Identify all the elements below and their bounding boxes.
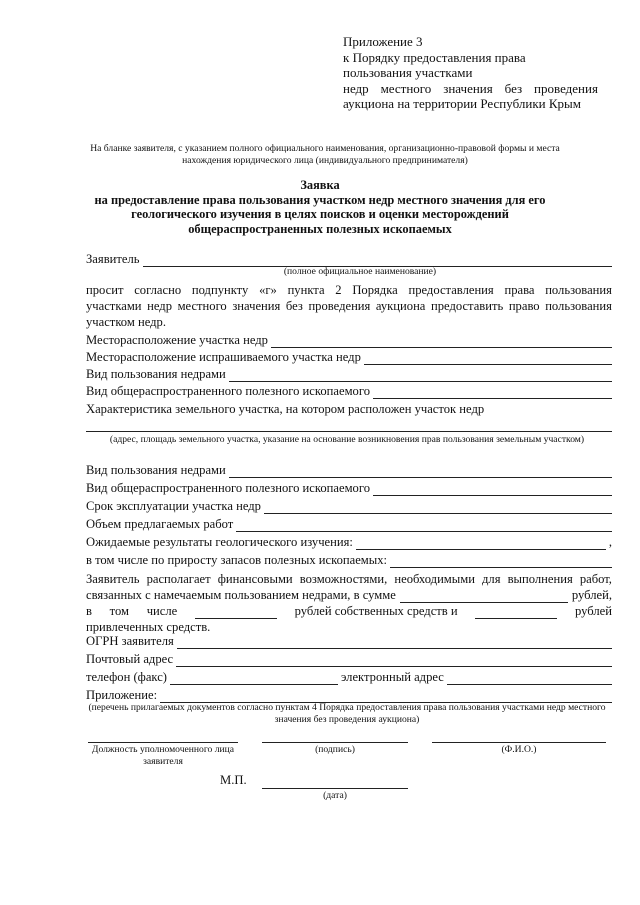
field-row-mineral-type-2 [86,481,612,496]
date-line[interactable] [262,788,408,789]
mineral-type-field[interactable] [373,387,612,399]
applicant-caption: (полное официальное наименование) [283,266,437,277]
postal-address-field[interactable] [176,655,612,667]
field-row-ogrn [86,634,612,649]
position-caption: Должность уполномоченного лица заявителя [91,744,235,767]
field-label: ОГРН заявителя [86,634,174,648]
field-row-expected-results [86,535,612,550]
field-label: Вид общераспространенного полезного ископаемого [86,384,370,398]
finance-line-4: привлеченных средств. [86,620,211,634]
document-title [90,178,550,236]
appendix-line-3: пользования участками [343,65,473,80]
signature-line[interactable] [262,742,408,743]
field-row-use-type-2 [86,463,612,478]
field-label: Ожидаемые результаты геологического изучения: [86,535,353,549]
full-name-caption: (Ф.И.О.) [501,744,537,755]
appendix-word: проведения [534,80,598,96]
date-caption: (дата) [323,790,347,801]
position-signature-line[interactable] [88,742,238,743]
phone-label: телефон (факс) [86,670,167,684]
finance-total-field[interactable] [400,591,568,603]
finance-raised-field[interactable] [475,607,557,619]
appendix-line-4 [343,81,598,97]
field-row-use-type [86,367,612,382]
trailing-comma: , [608,535,612,549]
appendix-word: недр [343,80,369,96]
land-characteristics-field[interactable] [86,431,612,432]
email-field[interactable] [447,673,612,685]
email-label: электронный адрес [341,670,444,684]
work-volume-field[interactable] [236,520,612,532]
full-name-line[interactable] [432,742,606,743]
appendix-word: местного [380,80,432,96]
letterhead-note: На бланке заявителя, с указанием полного официального наименования, организационно-правовой формы и места нахождения юридического лица (индивидуального предпринимателя) [90,143,560,166]
appendix-header [343,34,598,112]
appendix-word: без [504,80,523,96]
field-label: Объем предлагаемых работ [86,517,234,531]
request-line-1: просит согласно подпункту «г» пункта 2 Порядка предоставления права пользования [86,283,612,297]
field-row-mineral-type [86,384,612,399]
field-row-reserves-growth [86,553,612,568]
attachment-label: Приложение: [86,688,158,702]
field-label: Характеристика земельного участка, на котором расположен участок недр [86,402,485,416]
finance-own-field[interactable] [195,607,277,619]
request-line-3: участком недр. [86,315,166,329]
land-caption: (адрес, площадь земельного участка, указание на основание возникновения прав пользования земельным участком) [109,434,585,445]
use-type-field[interactable] [229,370,612,382]
field-label: Почтовый адрес [86,652,174,666]
field-label: Месторасположение испрашиваемого участка недр [86,350,361,364]
finance-line-3: в том числе рублей собственных средств и рублей [86,604,612,618]
applicant-row [86,252,612,267]
phone-field[interactable] [170,673,338,685]
subsoil-location-field[interactable] [271,336,612,348]
signature-caption: (подпись) [315,744,355,755]
use-type-field-2[interactable] [229,466,612,478]
ogrn-field[interactable] [177,637,612,649]
field-label: Вид общераспространенного полезного ископаемого [86,481,370,495]
stamp-label: М.П. [220,773,247,787]
requested-location-field[interactable] [364,353,612,365]
field-row-phone [86,670,612,685]
request-paragraph [86,282,612,330]
operation-term-field[interactable] [264,502,612,514]
field-label: Месторасположение участка недр [86,333,268,347]
field-label: Вид пользования недрами [86,367,226,381]
request-line-2: участками недр местного значения без проведения аукциона предоставить право пользования [86,299,612,313]
field-row-subsoil-location [86,333,612,348]
applicant-label: Заявитель [86,252,140,266]
field-row-postal [86,652,612,667]
attachment-caption: (перечень прилагаемых документов согласно пунктам 4 Порядка предоставления права пользования участками недр местного значения без проведения аукциона) [88,702,606,725]
field-row-work-volume [86,517,612,532]
field-row-land-characteristics [86,402,612,417]
appendix-line-1: Приложение 3 [343,34,423,49]
field-row-operation-term [86,499,612,514]
appendix-word: значения [443,80,493,96]
finance-paragraph [86,571,612,635]
title-body: на предоставление права пользования участком недр местного значения для его геологического изучения в целях поисков и оценки месторождений общераспространенных полезных ископаемых [94,192,546,236]
finance-line-2: связанных с намечаемым пользованием недрами, в сумме рублей, [86,588,612,602]
field-label: Срок эксплуатации участка недр [86,499,261,513]
title-heading: Заявка [300,178,340,192]
expected-results-field[interactable] [356,538,606,550]
field-row-attachment [86,688,612,703]
finance-line-1: Заявитель располагает финансовыми возможностями, необходимыми для выполнения работ, [86,572,612,586]
reserves-growth-field[interactable] [390,556,612,568]
appendix-line-2: к Порядку предоставления права [343,49,526,65]
field-label: Вид пользования недрами [86,463,226,477]
field-row-requested-location [86,350,612,365]
mineral-type-field-2[interactable] [373,484,612,496]
field-label: в том числе по приросту запасов полезных ископаемых: [86,553,388,567]
appendix-line-5: аукциона на территории Республики Крым [343,96,581,111]
